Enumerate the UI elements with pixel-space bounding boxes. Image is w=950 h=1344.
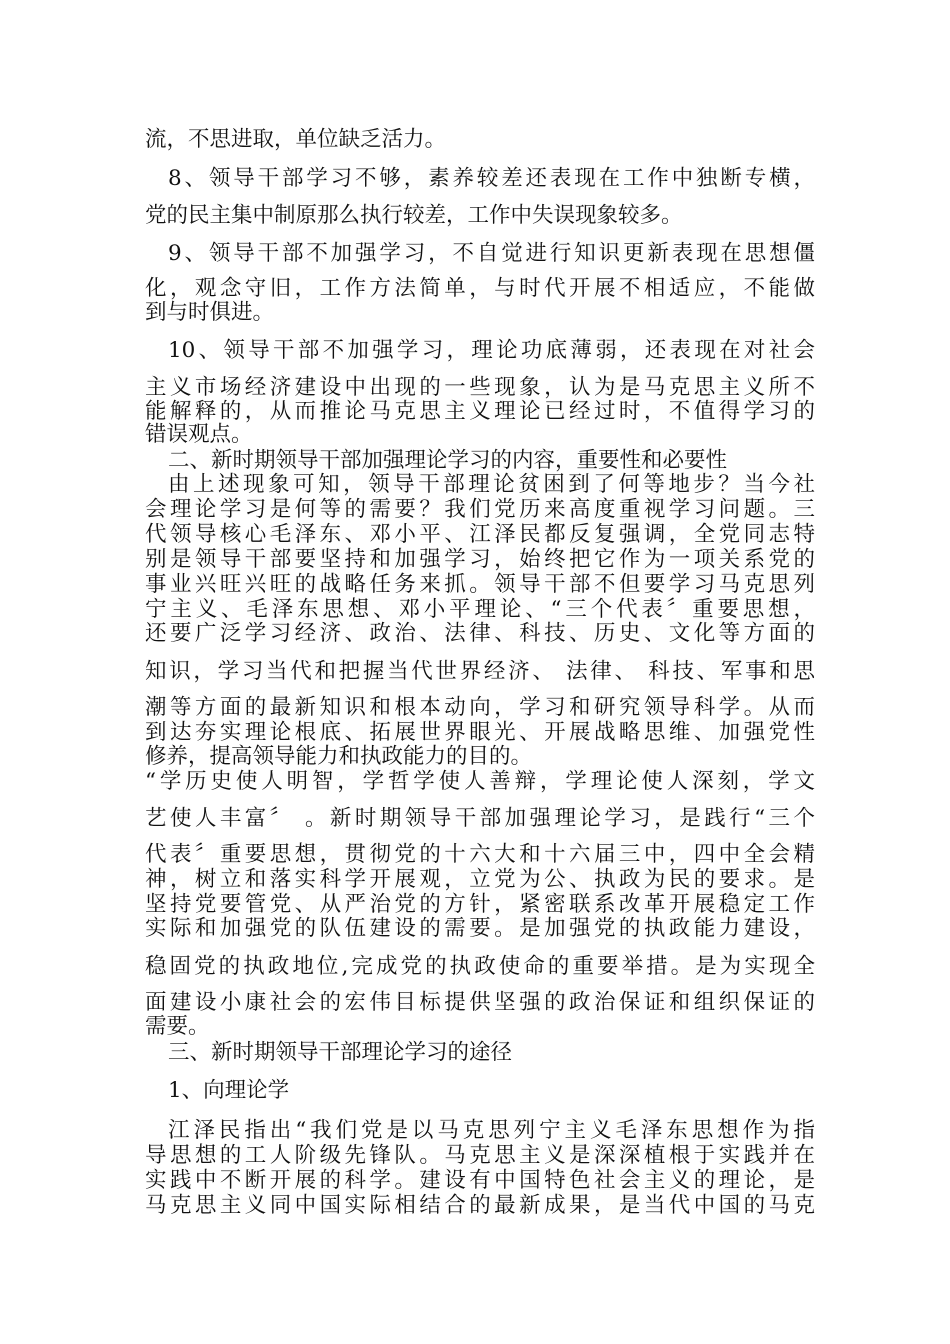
- section-heading: 二、新时期领导干部加强理论学习的内容，重要性和必要性: [168, 448, 728, 473]
- text-line: 修养，提高领导能力和执政能力的目的。: [145, 744, 533, 769]
- text-line: 8、领导干部学习不够，素养较差还表现在工作中独断专横，: [168, 166, 815, 191]
- text-line: 面建设小康社会的宏伟目标提供坚强的政治保证和组织保证的: [145, 990, 815, 1015]
- text-line: 由上述现象可知，领导干部理论贫困到了何等地步？当今社: [168, 472, 815, 497]
- text-line: 实际和加强党的队伍建设的需要。是加强党的执政能力建设，: [145, 916, 815, 941]
- text-line: 别是领导干部要坚持和加强学习，始终把它作为一项关系党的: [145, 547, 815, 572]
- subsection-heading: 1、向理论学: [168, 1078, 290, 1103]
- text-line: 还要广泛学习经济、政治、法律、科技、历史、文化等方面的: [145, 621, 815, 646]
- text-line: 神，树立和落实科学开展观，立党为公、执政为民的要求。是: [145, 867, 815, 892]
- text-line: 会理论学习是何等的需要？我们党历来高度重视学习问题。三: [145, 497, 815, 522]
- text-line: 错误观点。: [145, 422, 253, 447]
- text-line: 化，观念守旧，工作方法简单，与时代开展不相适应，不能做: [145, 276, 815, 301]
- text-line: 9、领导干部不加强学习，不自觉进行知识更新表现在思想僵: [168, 241, 815, 266]
- text-line: 宁主义、毛泽东思想、邓小平理论、“三个代表〞重要思想，: [145, 597, 815, 622]
- text-line: 事业兴旺兴旺的战略任务来抓。领导干部不但要学习马克思列: [145, 572, 815, 597]
- text-line: 代表〞重要思想，贯彻党的十六大和十六届三中，四中全会精: [145, 842, 815, 867]
- text-line: 马克思主义同中国实际相结合的最新成果，是当代中国的马克: [145, 1193, 815, 1218]
- text-line: 稳固党的执政地位,完成党的执政使命的重要举措。是为实现全: [145, 954, 815, 979]
- text-line: 党的民主集中制原那么执行较差，工作中失误现象较多。: [145, 203, 683, 228]
- text-line: “学历史使人明智，学哲学使人善辩，学理论使人深刻，学文: [145, 769, 815, 794]
- text-line: 知识，学习当代和把握当代世界经济、 法律、 科技、军事和思: [145, 659, 815, 684]
- text-line: 坚持党要管党、从严治党的方针，紧密联系改革开展稳定工作: [145, 892, 815, 917]
- text-line: 流，不思进取，单位缺乏活力。: [145, 127, 447, 152]
- text-line: 潮等方面的最新知识和根本动向，学习和研究领导科学。从而: [145, 695, 815, 720]
- text-line: 10、领导干部不加强学习，理论功底薄弱，还表现在对社会: [168, 338, 815, 363]
- text-line: 代领导核心毛泽东、邓小平、江泽民都反复强调，全党同志特: [145, 522, 815, 547]
- text-line: 实践中不断开展的科学。建设有中国特色社会主义的理论，是: [145, 1168, 815, 1193]
- section-heading: 三、新时期领导干部理论学习的途径: [168, 1040, 513, 1065]
- text-line: 能解释的，从而推论马克思主义理论已经过时，不值得学习的: [145, 399, 815, 424]
- text-line: 江泽民指出“我们党是以马克思列宁主义毛泽东思想作为指: [168, 1118, 815, 1143]
- text-line: 主义市场经济建设中出现的一些现象，认为是马克思主义所不: [145, 375, 815, 400]
- text-line: 需要。: [145, 1014, 210, 1039]
- text-line: 艺使人丰富〞 。新时期领导干部加强理论学习，是践行“三个: [145, 806, 815, 831]
- text-line: 导思想的工人阶级先锋队。马克思主义是深深植根于实践并在: [145, 1143, 815, 1168]
- text-line: 到达夯实理论根底、拓展世界眼光、开展战略思维、加强党性: [145, 720, 815, 745]
- text-line: 到与时俱进。: [145, 300, 275, 325]
